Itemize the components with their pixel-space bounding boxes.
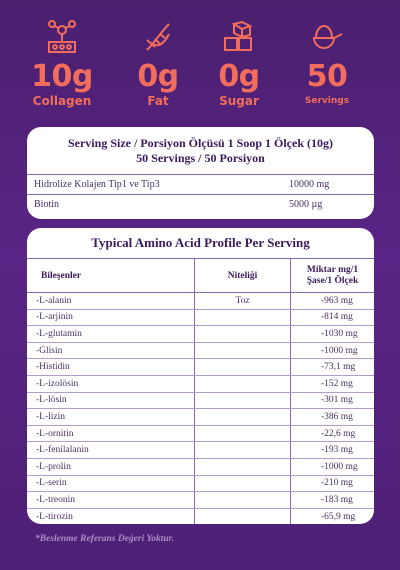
stat-label: Sugar [219,94,259,108]
amino-quality [195,509,291,524]
amino-amount: -301 mg [321,395,353,406]
amino-name: -L-lösin [27,393,195,409]
table-row [27,492,374,509]
amino-name: -L-arjinin [27,310,195,326]
amino-quality: Toz [195,293,291,309]
serving-size-card [27,127,374,219]
stat-label: Collagen [32,94,92,108]
amino-amount: -22,6 mg [321,428,356,439]
nutrition-highlights [0,18,400,118]
scoop-icon [282,18,372,54]
table-row [27,376,374,393]
amino-amount: -814 mg [321,312,353,323]
serving-row [27,195,374,214]
header-component: Bileşenler [27,259,195,292]
stat-value: 0g [218,59,260,94]
amino-amount: -210 mg [321,478,353,489]
amino-name: -L-lizin [27,409,195,425]
amino-quality [195,376,291,392]
amino-name: -L-fenilalanin [27,442,195,458]
molecule-icon [17,18,107,54]
ingredient-amount: 10000 mg [289,179,330,190]
amino-table-header [27,259,374,293]
amino-amount: -1000 mg [321,345,358,356]
ingredient-amount: 5000 µg [289,199,323,210]
header-amount [291,259,374,292]
amino-quality [195,442,291,458]
table-row [27,310,374,327]
stat-label: Fat [147,94,169,108]
table-row [27,476,374,493]
amino-amount: -152 mg [321,378,353,389]
stat-value: 50 [306,59,348,94]
stat-fat [113,18,203,108]
table-row [27,393,374,410]
amino-quality [195,359,291,375]
amino-amount: -193 mg [321,445,353,456]
table-row [27,426,374,443]
serving-row [27,175,374,195]
header-amount-line2: Şase/1 Ölçek [306,275,359,286]
stat-label: Servings [304,96,350,106]
table-row [27,293,374,310]
amino-quality [195,409,291,425]
amino-amount: -1000 mg [321,461,358,472]
ingredient-name: Biotin [34,199,60,210]
amino-quality [195,476,291,492]
table-row [27,343,374,360]
header-quality: Niteliği [195,259,291,292]
serving-title-line2: 50 Servings / 50 Porsiyon [136,150,265,165]
amino-name: -L-alanin [27,293,195,309]
amino-name: -Glisin [27,343,195,359]
amino-table-body [27,293,374,524]
amino-quality [195,393,291,409]
table-row [27,326,374,343]
table-row [27,442,374,459]
amino-name: -L-prolin [27,459,195,475]
ingredient-name: Hidrolize Kolajen Tip1 ve Tip3 [34,179,160,190]
amino-quality [195,426,291,442]
sugar-cubes-icon [194,18,284,54]
header-amount-line1: Miktar mg/1 [306,264,359,275]
stat-collagen [17,18,107,108]
stat-servings [282,18,372,108]
table-row [27,359,374,376]
amino-quality [195,492,291,508]
amino-quality [195,310,291,326]
amino-name: -L-serin [27,476,195,492]
amino-name: -L-treonin [27,492,195,508]
table-row [27,509,374,524]
amino-amount: -73,1 mg [321,362,356,373]
amino-amount: -386 mg [321,411,353,422]
amino-name: -L-izolösin [27,376,195,392]
amino-amount: -65,9 mg [321,511,356,522]
amino-quality [195,326,291,342]
footnote: *Beslenme Referans Değeri Yoktur. [35,534,175,544]
stat-value: 0g [137,59,179,94]
stat-sugar [194,18,284,108]
dna-icon [113,18,203,54]
table-row [27,409,374,426]
amino-amount: -183 mg [321,494,353,505]
serving-title-line1: Serving Size / Porsiyon Ölçüsü 1 Soop 1 Ölçek (10g) [67,135,333,150]
amino-quality [195,459,291,475]
amino-amount: -963 mg [321,295,353,306]
stat-value: 10g [31,59,93,94]
amino-name: -L-ornitin [27,426,195,442]
amino-name: -L-tirozin [27,509,195,524]
table-row [27,459,374,476]
amino-amount: -1030 mg [321,328,358,339]
amino-name: -Histidin [27,359,195,375]
amino-acid-card [27,228,374,524]
amino-quality [195,343,291,359]
amino-name: -L-glutamin [27,326,195,342]
serving-size-header [27,127,374,175]
amino-title: Typical Amino Acid Profile Per Serving [27,228,374,259]
